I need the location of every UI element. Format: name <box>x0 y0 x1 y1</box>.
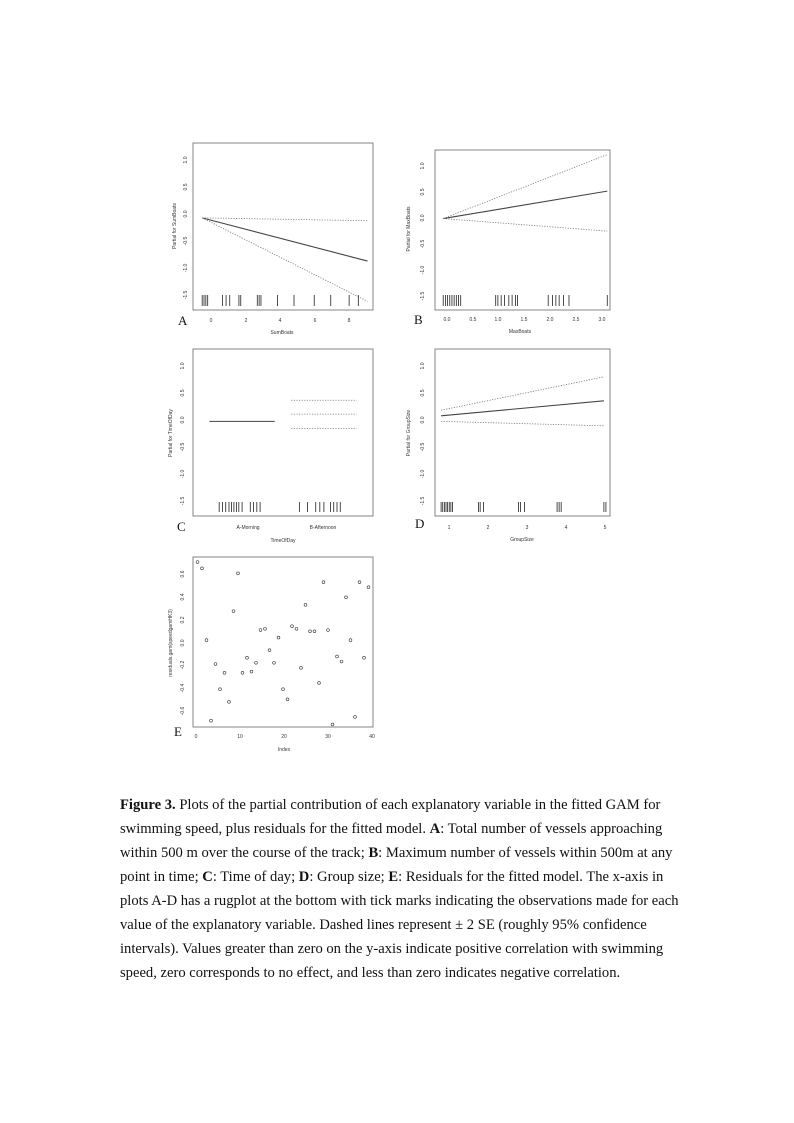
panel-d-xtick: 4 <box>564 525 568 531</box>
se-band-line <box>441 377 604 410</box>
residual-point <box>273 661 276 664</box>
panel-e-xticks <box>195 734 375 740</box>
residual-point <box>354 716 357 719</box>
panel-e-yticks <box>180 570 186 715</box>
residual-point <box>223 671 226 674</box>
residual-point <box>237 572 240 575</box>
residual-point <box>201 567 204 570</box>
panel-a-ylabel: Partial for SumBoats <box>172 203 178 249</box>
panel-a-frame <box>193 143 373 310</box>
panel-d <box>406 349 610 543</box>
se-band-line <box>441 421 604 425</box>
panel-e <box>168 557 375 753</box>
panel-b-xtick: 2.5 <box>572 317 580 323</box>
residual-point <box>318 682 321 685</box>
panel-e-ytick: 0.2 <box>180 616 186 624</box>
panel-a-xticks <box>210 318 351 324</box>
residual-point <box>228 700 231 703</box>
panel-e-ytick: -0.2 <box>180 660 186 670</box>
caption-label: Figure 3. <box>120 797 176 813</box>
panel-a-plot <box>202 218 367 306</box>
panel-b-ytick: -1.5 <box>420 291 426 301</box>
panel-e-xtick: 0 <box>194 734 198 740</box>
panel-b-xlabel: MaxBoats <box>508 329 532 335</box>
residual-point <box>246 656 249 659</box>
residual-point <box>295 627 298 630</box>
panel-c-ytick: -1.5 <box>180 496 186 506</box>
panel-e-ytick: 0.4 <box>180 593 186 601</box>
caption-text: : Total number of vessels approaching within 500 m over the course of the track; <box>120 821 663 861</box>
panel-b-letter: B <box>414 312 423 327</box>
panel-d-xlabel: GroupSize <box>510 537 534 543</box>
se-band-line <box>202 218 367 221</box>
residual-point <box>232 610 235 613</box>
residual-point <box>196 561 199 564</box>
residual-point <box>282 688 285 691</box>
panel-a-ytick: -1.5 <box>183 290 189 300</box>
panel-c-xticks <box>236 525 336 531</box>
panel-e-frame <box>193 557 373 727</box>
residual-point <box>286 698 289 701</box>
caption-text: : Time of day; <box>212 869 299 885</box>
panel-b-xtick: 1.0 <box>494 317 502 323</box>
residual-point <box>322 581 325 584</box>
fit-line <box>441 401 604 416</box>
residual-point <box>210 719 213 722</box>
panel-b-xtick: 0.5 <box>469 317 477 323</box>
panel-a-xtick: 2 <box>244 318 248 324</box>
residual-point <box>264 627 267 630</box>
residual-point <box>367 586 370 589</box>
panel-b-ytick: 0.5 <box>420 188 426 196</box>
panel-a-letter: A <box>178 313 188 328</box>
residual-point <box>259 629 262 632</box>
se-band-line <box>443 155 607 219</box>
panel-d-ytick: -0.5 <box>420 442 426 452</box>
residual-point <box>268 649 271 652</box>
caption-key-b: B <box>368 845 379 861</box>
residual-point <box>340 660 343 663</box>
residual-point <box>250 670 253 673</box>
panel-c-xtick: B-Afternoon <box>309 525 337 531</box>
residual-point <box>300 666 303 669</box>
panel-c-ytick: -0.5 <box>180 442 186 452</box>
caption-key-e: E <box>388 869 399 885</box>
caption-text: Plots of the partial contribution of each explanatory variable in the fitted GAM for swimming speed, plus residuals for the fitted model. <box>120 797 661 837</box>
panel-a-ytick: -1.0 <box>183 263 189 273</box>
panel-c-ytick: 0.5 <box>180 389 186 397</box>
panel-a-xtick: 4 <box>278 318 282 324</box>
panel-e-ylabel: residuals.gam(speedgamHK3) <box>168 609 174 677</box>
panel-d-xtick: 5 <box>603 525 607 531</box>
caption-text: : Residuals for the fitted model. The x-axis in plots A-D has a rugplot at the bottom with tick marks indicating the observations made for each value of the explanatory variable. Dashed lines represent ± 2 SE (roughly 95% confidence intervals). Values greater than zero on the y-axis indicate positive correlation with swimming speed, zero corresponds to no effect, and less than zero indicates negative correlation. <box>120 869 679 981</box>
residual-point <box>255 661 258 664</box>
panel-c-ytick: 1.0 <box>180 362 186 370</box>
panel-c-xtick: A-Morning <box>236 525 260 531</box>
panel-d-xtick: 1 <box>447 525 451 531</box>
panel-e-ytick: -0.6 <box>180 706 186 716</box>
fit-line <box>443 191 607 218</box>
panel-d-ytick: -1.5 <box>420 496 426 506</box>
residual-point <box>331 723 334 726</box>
panel-e-xtick: 30 <box>325 734 331 740</box>
panel-a-ytick: 0.5 <box>183 183 189 191</box>
se-band-line <box>443 219 607 232</box>
panel-b-yticks <box>420 162 426 300</box>
residual-point <box>345 596 348 599</box>
panel-c-ytick: 0.0 <box>180 416 186 424</box>
residual-point <box>291 625 294 628</box>
panel-c-ylabel: Partial for TimeOfDay <box>168 409 174 457</box>
panel-a-xlabel: SumBoats <box>270 330 294 336</box>
panel-c-letter: C <box>177 519 186 534</box>
panel-b-ylabel: Partial for MaxBoats <box>406 206 412 252</box>
panel-b-xtick: 2.0 <box>546 317 554 323</box>
residual-point <box>336 655 339 658</box>
panel-e-ytick: 0.0 <box>180 639 186 647</box>
panel-d-plot <box>441 377 606 512</box>
panel-d-letter: D <box>415 516 425 531</box>
caption-key-d: D <box>298 869 310 885</box>
panel-d-ytick: 0.0 <box>420 416 426 424</box>
panel-d-ytick: -1.0 <box>420 469 426 479</box>
caption-key-c: C <box>202 869 213 885</box>
panel-d-ytick: 0.5 <box>420 389 426 397</box>
panel-d-frame <box>435 349 610 516</box>
panel-d-xtick: 3 <box>525 525 529 531</box>
panel-e-xtick: 40 <box>369 734 375 740</box>
panel-c-ytick: -1.0 <box>180 469 186 479</box>
caption-text: : Group size; <box>309 869 389 885</box>
panel-e-ytick: 0.6 <box>180 570 186 578</box>
panel-b-ytick: 0.0 <box>420 214 426 222</box>
panel-b-ytick: -0.5 <box>420 239 426 249</box>
panel-a-ytick: 1.0 <box>183 156 189 164</box>
panel-c <box>168 349 373 544</box>
panel-e-xtick: 10 <box>237 734 243 740</box>
panel-b-plot <box>443 155 607 306</box>
panel-b-xtick: 3.0 <box>598 317 606 323</box>
panel-d-xtick: 2 <box>486 525 490 531</box>
residual-point <box>327 629 330 632</box>
residual-point <box>313 630 316 633</box>
panel-a-xtick: 6 <box>313 318 317 324</box>
panel-e-xlabel: Index <box>277 747 291 753</box>
panel-c-xlabel: TimeOfDay <box>270 538 296 544</box>
panel-d-xticks <box>448 525 607 531</box>
residual-point <box>304 603 307 606</box>
panel-e-plot <box>196 561 370 726</box>
panel-a-xtick: 8 <box>347 318 351 324</box>
panel-c-yticks <box>180 362 186 505</box>
residual-point <box>363 656 366 659</box>
residual-point <box>309 630 312 633</box>
panel-b-xtick: 1.5 <box>520 317 528 323</box>
panel-a-ytick: 0.0 <box>183 210 189 218</box>
panel-a-yticks <box>183 156 189 299</box>
residual-point <box>358 581 361 584</box>
panel-b-xtick: 0.0 <box>443 317 451 323</box>
se-band-line <box>202 218 367 301</box>
panel-d-ylabel: Partial for GroupSize <box>406 409 412 457</box>
residual-point <box>205 639 208 642</box>
panel-b <box>406 150 610 335</box>
fit-line <box>202 218 367 261</box>
panel-e-xtick: 20 <box>281 734 287 740</box>
panel-a-ytick: -0.5 <box>183 236 189 246</box>
panel-b-ytick: 1.0 <box>420 162 426 170</box>
caption-text: : Maximum number of vessels within 500m at any point in time; <box>120 845 673 885</box>
panel-e-letter: E <box>174 724 182 739</box>
panel-c-frame <box>193 349 373 516</box>
panel-a <box>172 143 373 336</box>
figure-caption <box>120 793 680 985</box>
panel-b-ytick: -1.0 <box>420 265 426 275</box>
panel-e-ytick: -0.4 <box>180 683 186 693</box>
panel-a-xtick: 0 <box>209 318 213 324</box>
panel-d-ytick: 1.0 <box>420 362 426 370</box>
residual-point <box>241 671 244 674</box>
residual-point <box>219 688 222 691</box>
residual-point <box>214 663 217 666</box>
panel-b-xticks <box>444 317 606 323</box>
residual-point <box>277 636 280 639</box>
caption-key-a: A <box>429 821 441 837</box>
panel-b-frame <box>435 150 610 310</box>
panel-d-yticks <box>420 362 426 505</box>
panel-c-plot <box>209 400 356 512</box>
residual-point <box>349 639 352 642</box>
